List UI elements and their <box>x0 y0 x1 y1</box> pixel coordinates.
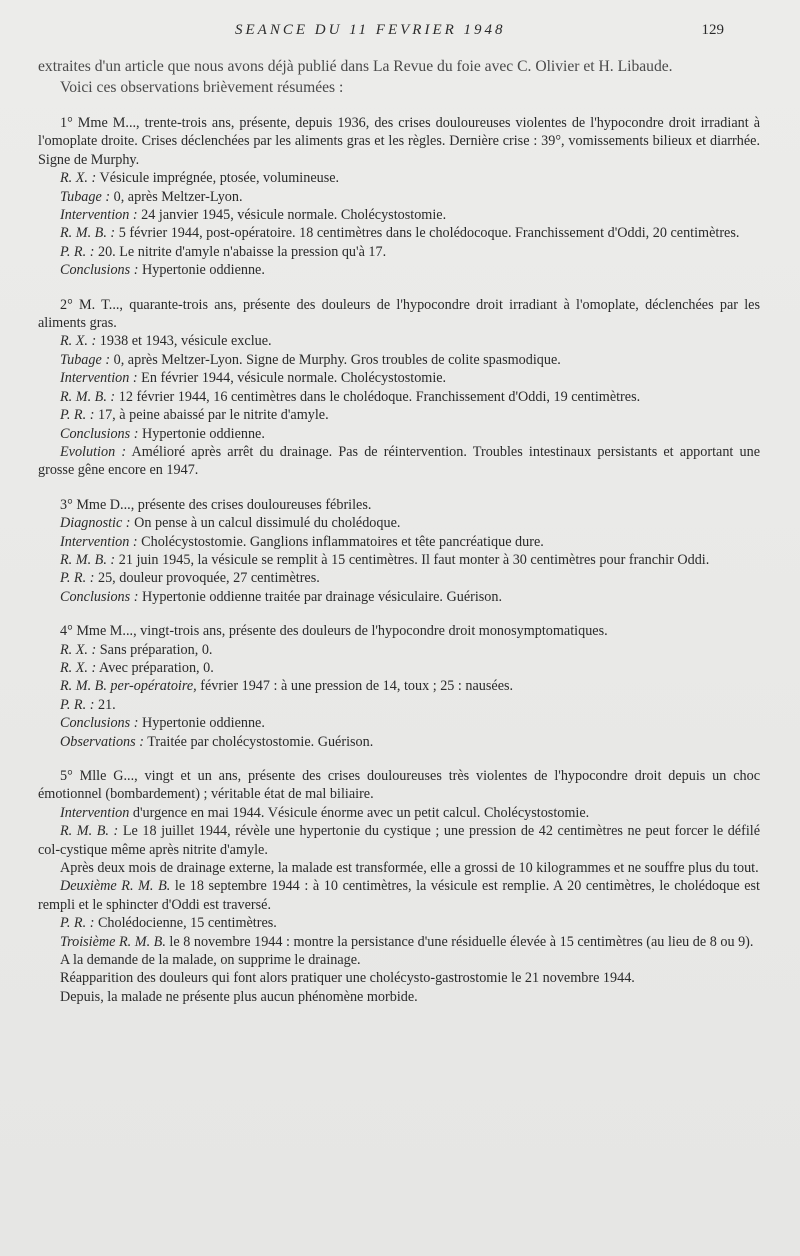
running-header <box>0 20 800 44</box>
case-line-text: Sans préparation, 0. <box>99 641 213 658</box>
intro-paragraph: extraites d'un article que nous avons déjà publié dans La Revue du foie avec C. Olivier et H. Libaude. <box>38 58 673 75</box>
case-observation <box>38 622 760 751</box>
case-line-label: Intervention : <box>60 370 138 387</box>
case-line-text: 1938 et 1943, vésicule exclue. <box>99 333 272 350</box>
case-line-label: Conclusions : <box>60 262 139 279</box>
case-line-text: 0, après Meltzer-Lyon. Signe de Murphy. Gros troubles de colite spasmodique. <box>113 351 561 368</box>
case-line-label: P. R. : <box>60 915 95 932</box>
case-line-text: Traitée par cholécystostomie. Guérison. <box>147 733 374 750</box>
case-list <box>38 114 760 1006</box>
case-line <box>38 659 760 677</box>
case-line-text: Hypertonie oddienne. <box>141 262 265 279</box>
case-line-text: Cholédocienne, 15 centimètres. <box>97 915 277 932</box>
case-line-text: 24 janvier 1945, vésicule normale. Cholécystostomie. <box>141 207 447 224</box>
case-line-label: Tubage : <box>60 188 111 205</box>
case-line-text: 12 février 1944, 16 centimètres dans le cholédoque. Franchissement d'Oddi, 19 centimètres. <box>118 388 641 405</box>
case-line-text: Depuis, la malade ne présente plus aucun phénomène morbide. <box>60 988 418 1005</box>
case-line <box>38 733 760 751</box>
case-line-label: R. X. : <box>60 333 97 350</box>
case-line-text: Amélioré après arrêt du drainage. Pas de réintervention. Troubles intestinaux persistants et apportant une grosse gêne encore en 1947. <box>38 443 761 479</box>
case-line-text: le 8 novembre 1944 : montre la persistance d'une résiduelle élevée à 15 centimètres (au lieu de 8 ou 9). <box>169 933 754 950</box>
case-line <box>38 877 760 914</box>
case-line <box>38 988 760 1006</box>
case-line-label: Deuxième R. M. B. <box>60 878 171 895</box>
case-line <box>38 169 760 187</box>
case-observation <box>38 496 760 606</box>
case-line-label: P. R. : <box>60 407 95 424</box>
case-line-label: Intervention : <box>60 207 138 224</box>
case-line-text: Hypertonie oddienne traitée par drainage vésiculaire. Guérison. <box>141 588 503 605</box>
case-line <box>38 332 760 350</box>
case-line-text: A la demande de la malade, on supprime le drainage. <box>60 952 361 969</box>
case-line <box>38 804 760 822</box>
case-line <box>38 369 760 387</box>
case-line-label: R. M. B. : <box>60 823 119 840</box>
header-title: SEANCE DU 11 FEVRIER 1948 <box>235 22 506 38</box>
case-line-text: février 1947 : à une pression de 14, toux ; 25 : nausées. <box>200 678 514 695</box>
case-intro: 3° Mme D..., présente des crises douloureuses fébriles. <box>60 496 372 513</box>
case-line-label: Tubage : <box>60 351 111 368</box>
case-line <box>38 533 760 551</box>
case-line-label: R. M. B. : <box>60 225 116 242</box>
case-line <box>38 388 760 406</box>
case-line <box>38 933 760 951</box>
case-line <box>38 822 760 859</box>
case-line-label: P. R. : <box>60 570 95 587</box>
case-line-text: 0, après Meltzer-Lyon. <box>113 188 243 205</box>
case-line-label: R. X. : <box>60 170 97 187</box>
page-number: 129 <box>701 22 724 38</box>
intro-lead: Voici ces observations brièvement résumées : <box>60 79 344 96</box>
case-line <box>38 588 760 606</box>
case-line-text: Réapparition des douleurs qui font alors pratiquer une cholécysto-gastrostomie le 21 novembre 1944. <box>60 970 635 987</box>
case-line <box>38 514 760 532</box>
case-line-text: Avec préparation, 0. <box>99 659 214 676</box>
case-line <box>38 261 760 279</box>
case-line <box>38 443 760 480</box>
case-line-text: Le 18 juillet 1944, révèle une hypertonie du cystique ; une pression de 42 centimètres ne peut forcer le défilé col-cystique même après nitrite d'amyle. <box>38 823 760 858</box>
case-line <box>38 969 760 987</box>
case-intro: 5° Mlle G..., vingt et un ans, présente des crises douloureuses très violentes de l'hypocondre droit depuis un choc émotionnel (bombardement) ; véritable état de mal biliaire. <box>38 768 760 803</box>
case-line <box>38 351 760 369</box>
case-line <box>38 425 760 443</box>
case-line-text: 21. <box>97 696 116 713</box>
case-line-label: P. R. : <box>60 243 95 260</box>
case-intro: 4° Mme M..., vingt-trois ans, présente des douleurs de l'hypocondre droit monosymptomatiques. <box>60 623 608 640</box>
case-line-text: Cholécystostomie. Ganglions inflammatoires et tête pancréatique dure. <box>141 533 544 550</box>
case-line-label: Conclusions : <box>60 425 139 442</box>
case-line-label: R. X. : <box>60 641 97 658</box>
case-line-text: 17, à peine abaissé par le nitrite d'amyle. <box>97 407 329 424</box>
case-line-label: R. M. B. per-opératoire, <box>60 678 197 695</box>
case-observation <box>38 767 760 1006</box>
case-line <box>38 243 760 261</box>
case-line-text: d'urgence en mai 1944. Vésicule énorme avec un petit calcul. Cholécystostomie. <box>132 804 590 821</box>
case-line-label: Evolution : <box>60 443 127 460</box>
case-line-text: On pense à un calcul dissimulé du cholédoque. <box>134 515 401 532</box>
case-line-label: Intervention : <box>60 533 138 550</box>
case-line <box>38 406 760 424</box>
case-line-text: Hypertonie oddienne. <box>141 425 265 442</box>
case-observation <box>38 296 760 480</box>
case-line <box>38 951 760 969</box>
case-line-text: Vésicule imprégnée, ptosée, volumineuse. <box>99 170 340 187</box>
case-observation <box>38 114 760 280</box>
case-line <box>38 206 760 224</box>
case-line-text: En février 1944, vésicule normale. Cholécystostomie. <box>141 370 447 387</box>
case-line-label: Observations : <box>60 733 144 750</box>
case-line-text: le 18 septembre 1944 : à 10 centimètres, la vésicule est remplie. A 20 centimètres, le cholédoque est rempli et le sphincter d'Oddi est traversé. <box>38 878 760 913</box>
case-line-text: 21 juin 1945, la vésicule se remplit à 15 centimètres. Il faut monter à 30 centimètres pour franchir Oddi. <box>118 551 710 568</box>
case-intro: 2° M. T..., quarante-trois ans, présente des douleurs de l'hypocondre droit irradiant à l'omoplate, déclenchées par les aliments gras. <box>38 296 760 332</box>
body-text <box>38 56 760 1006</box>
case-line-label: Conclusions : <box>60 588 139 605</box>
case-line-text: Après deux mois de drainage externe, la malade est transformée, elle a grossi de 10 kilogrammes et ne souffre plus du tout. <box>60 860 759 877</box>
case-line-label: Conclusions : <box>60 715 139 732</box>
case-line <box>38 569 760 587</box>
case-line <box>38 677 760 695</box>
case-intro: 1° Mme M..., trente-trois ans, présente, depuis 1936, des crises douloureuses violentes de l'hypocondre droit irradiant à l'omoplate droite. Crises déclenchées par les aliments gras et les règles. Dernière crise : 39°, vomissements bilieux et diarrhée. Signe de Murphy. <box>38 115 760 168</box>
case-line <box>38 551 760 569</box>
case-line-text: Hypertonie oddienne. <box>141 715 265 732</box>
case-line-label: P. R. : <box>60 696 95 713</box>
case-line-label: Intervention <box>60 804 130 821</box>
case-line <box>38 859 760 877</box>
case-line-label: Troisième R. M. B. <box>60 933 166 950</box>
case-line <box>38 188 760 206</box>
case-line <box>38 696 760 714</box>
case-line-label: R. X. : <box>60 659 97 676</box>
case-line-label: R. M. B. : <box>60 551 116 568</box>
case-line <box>38 914 760 932</box>
case-line-label: R. M. B. : <box>60 388 116 405</box>
case-line <box>38 641 760 659</box>
case-line-text: 25, douleur provoquée, 27 centimètres. <box>97 570 320 587</box>
case-line-text: 20. Le nitrite d'amyle n'abaisse la pression qu'à 17. <box>97 243 387 260</box>
case-line <box>38 714 760 732</box>
case-line-text: 5 février 1944, post-opératoire. 18 centimètres dans le cholédocoque. Franchissement d'Oddi, 20 centimètres. <box>118 225 740 242</box>
case-line-label: Diagnostic : <box>60 515 131 532</box>
case-line <box>38 224 760 242</box>
